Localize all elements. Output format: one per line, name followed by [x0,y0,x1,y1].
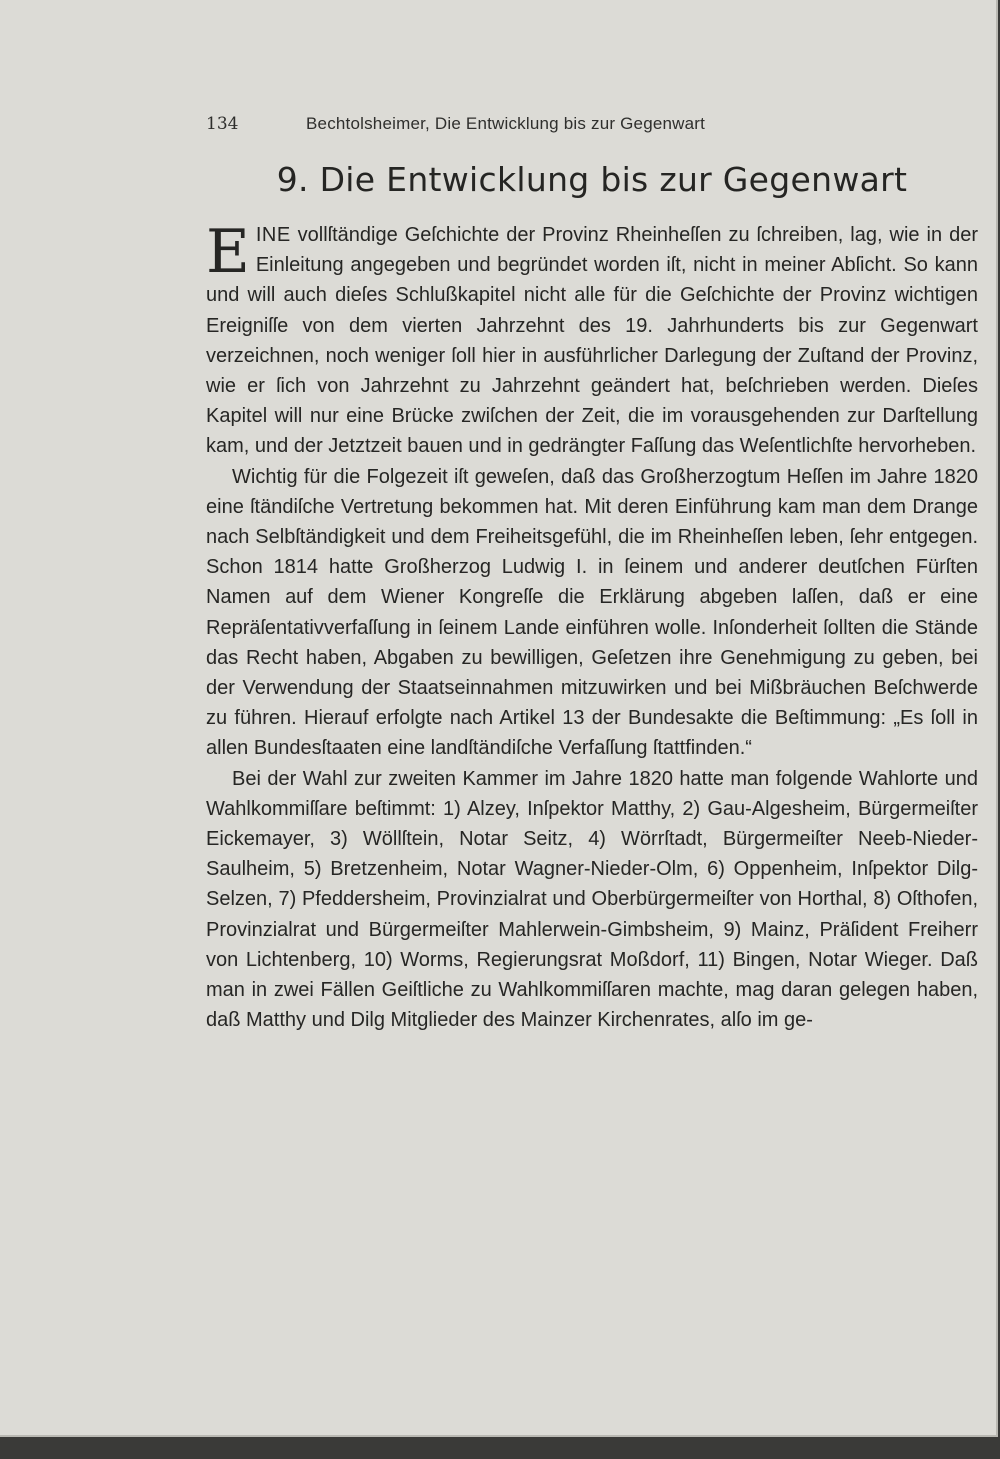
page-number: 134 [206,114,239,134]
body-text [206,217,978,1035]
paragraph-2: Wichtig für die Folgezeit iſt geweſen, daß das Großherzogtum Heſſen im Jahre 1820 eine ſtändiſche Vertretung bekommen hat. Mit deren Einführung kam man dem Drange nach Selbſtändigkeit und dem Freiheitsgefühl, die im Rheinheſſen leben, ſehr entgegen. Schon 1814 hatte Großherzog Ludwig I. in ſeinem und anderer deutſchen Fürſten Namen auf dem Wiener Kongreſſe die Erklärung abgeben laſſen, daß er eine Repräſentativverfaſſung in ſeinem Lande einführen wolle. Inſonderheit ſollten die Stände das Recht haben, Abgaben zu bewilligen, Geſetzen ihre Genehmigung zu geben, bei der Verwendung der Staatseinnahmen mitzuwirken und bei Mißbräuchen Beſchwerde zu führen. Hierauf erfolgte nach Artikel 13 der Bundesakte die Beſtimmung: „Es ſoll in allen Bundesſtaaten eine landſtändiſche Verfaſſung ſtattfinden.“ [206,465,978,760]
drop-cap: E [206,217,250,287]
paragraph-3: Bei der Wahl zur zweiten Kammer im Jahre 1820 hatte man folgende Wahlorte und Wahlkommiſſare beſtimmt: 1) Alzey, Inſpektor Matthy, 2) Gau-Algesheim, Bürgermeiſter Eickemayer, 3) Wöllſtein, Notar Seitz, 4) Wörrſtadt, Bürgermeiſter Neeb-Nieder-Saulheim, 5) Bretzenheim, Notar Wagner-Nieder-Olm, 6) Oppenheim, Inſpektor Dilg-Selzen, 7) Pfeddersheim, Provinzialrat und Oberbürgermeiſter von Horthal, 8) Oſthofen, Provinzialrat und Bürgermeiſter Mahlerwein-Gimbsheim, 9) Mainz, Präſident Freiherr von Lichtenberg, 10) Worms, Regierungsrat Moßdorf, 11) Bingen, Notar Wieger. Daß man in zwei Fällen Geiſtliche zu Wahlkommiſſaren machte, mag daran gelegen haben, daß Matthy und Dilg Mitglieder des Mainzer Kirchenrates, alſo im ge- [206,767,978,1032]
chapter-title: 9. Die Entwicklung bis zur Gegenwart [276,160,908,199]
running-header [206,114,986,134]
running-title: Bechtolsheimer, Die Entwicklung bis zur Gegenwart [306,114,706,133]
paragraph-1-first-word: INE [255,224,291,246]
paragraph-1-text: vollſtändige Geſchichte der Provinz Rheinheſſen zu ſchreiben, lag, wie in der Einleitung angegeben und begründet worden iſt, nicht in meiner Abſicht. So kann und will auch dieſes Schlußkapitel nicht alle für die Geſchichte der Provinz wichtigen Ereigniſſe von dem vierten Jahrzehnt des 19. Jahrhunderts bis zur Gegenwart verzeichnen, noch weniger ſoll hier in ausführlicher Darlegung der Zuſtand der Provinz, wie er ſich von Jahrzehnt zu Jahrzehnt geändert hat, beſchrieben werden. Dieſes Kapitel will nur eine Brücke zwiſchen der Zeit, die im vorausgehenden zur Darſtellung kam, und der Jetztzeit bauen und in gedrängter Faſſung das Weſentlichſte hervorheben. [206,224,978,458]
paragraph-1 [206,217,978,462]
